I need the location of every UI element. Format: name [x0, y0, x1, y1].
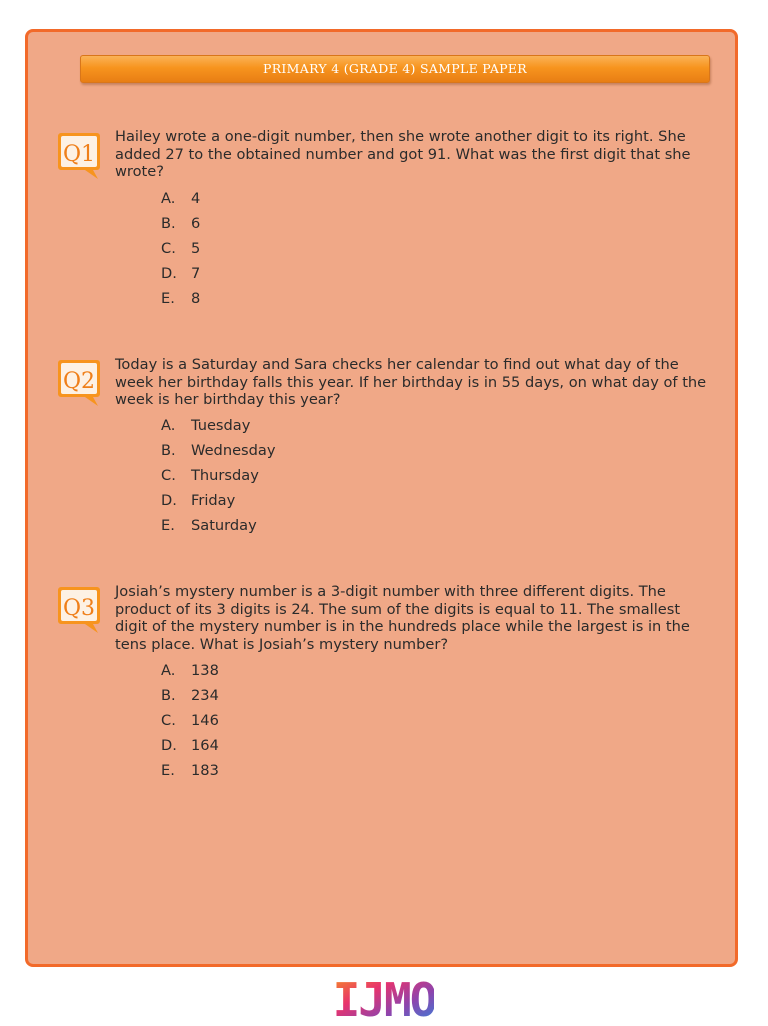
ijmo-logo [334, 970, 434, 1022]
q1-option-b: B. 6 [161, 215, 201, 232]
question-3-options [161, 658, 219, 783]
q1-option-a: A. 4 [161, 190, 201, 207]
q1-badge-label: Q1 [62, 142, 96, 167]
q3-option-d: D. 164 [161, 737, 219, 754]
q3-option-a: A. 138 [161, 662, 219, 679]
q2-option-b: B. Wednesday [161, 442, 276, 459]
q1-badge-icon [57, 131, 101, 171]
q2-badge-label: Q2 [62, 369, 96, 394]
q2-badge-icon [57, 358, 101, 398]
question-1-text: Hailey wrote a one-digit number, then she wrote another digit to its right. She added 27 to the obtained number and got 91. What was the first digit that she wrote? [115, 128, 691, 181]
question-3-text: Josiah’s mystery number is a 3-digit number with three different digits. The product of its 3 digits is 24. The sum of the digits is equal to 11. The smallest digit of the mystery number is in the hundreds place while the largest is in the tens place. What is Josiah’s mystery number? [115, 583, 690, 653]
q1-option-e: E. 8 [161, 290, 201, 307]
q3-option-e: E. 183 [161, 762, 219, 779]
q3-badge-icon [57, 585, 101, 625]
q2-option-e: E. Saturday [161, 517, 257, 534]
q1-option-c: C. 5 [161, 240, 201, 257]
q2-option-a: A. Tuesday [161, 417, 251, 434]
question-1-options [161, 186, 200, 311]
q3-badge-label: Q3 [62, 596, 96, 621]
paper-title-banner: PRIMARY 4 (GRADE 4) SAMPLE PAPER [80, 55, 710, 83]
q2-option-d: D. Friday [161, 492, 236, 509]
q3-option-c: C. 146 [161, 712, 219, 729]
q1-option-d: D. 7 [161, 265, 201, 282]
q2-option-c: C. Thursday [161, 467, 259, 484]
q3-option-b: B. 234 [161, 687, 219, 704]
question-2-options [161, 413, 276, 538]
question-2-text: Today is a Saturday and Sara checks her calendar to find out what day of the week her birthday falls this year. If her birthday is in 55 days, on what day of the week is her birthday this year? [115, 356, 707, 409]
logo-wordmark: IJMO [334, 973, 434, 1022]
